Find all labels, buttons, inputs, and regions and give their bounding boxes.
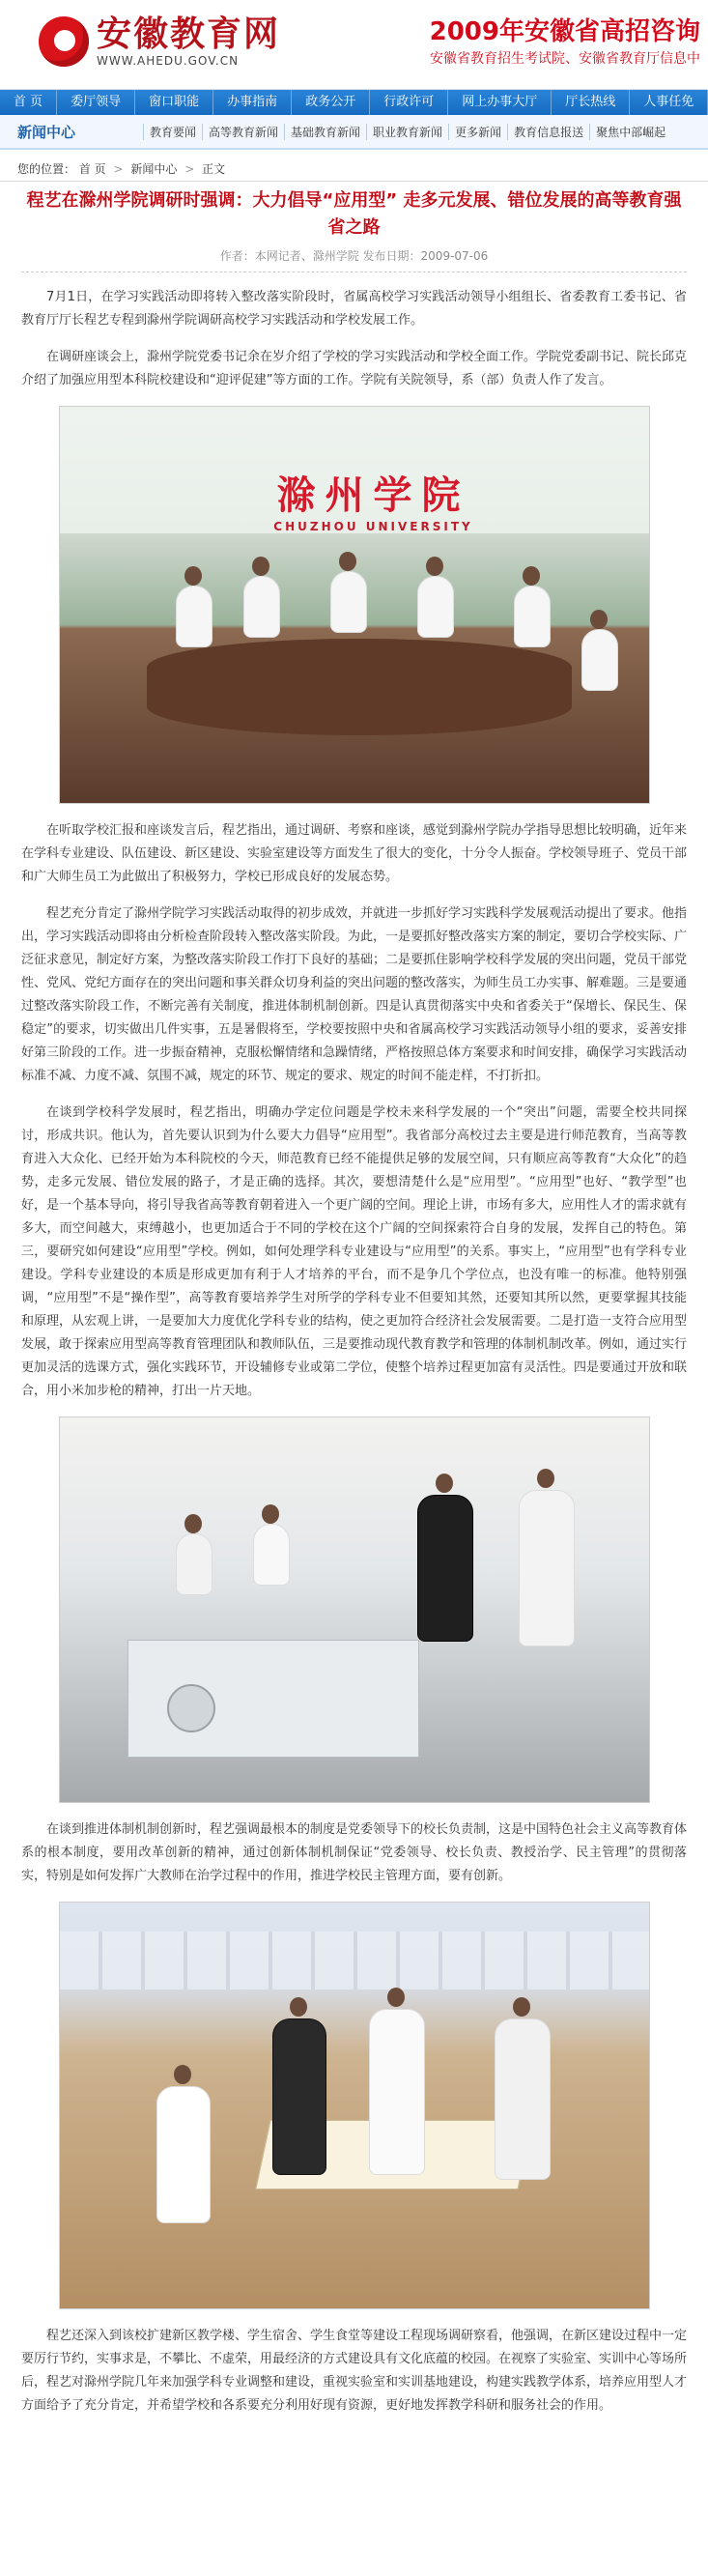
attendee-figure (417, 576, 454, 638)
topnav-item[interactable]: 首 页 (0, 90, 57, 115)
section-link[interactable]: 教育要闻 (143, 124, 202, 140)
visitor-head (262, 1504, 279, 1524)
lab-visit-photo (59, 1417, 650, 1803)
article-paragraph: 在调研座谈会上，滁州学院党委书记余在岁介绍了学校的学习实践活动和学校全面工作。学院党委副书记、院长邱克介绍了加强应用型本科院校建设和“迎评促建”等方面的工作。学院有关院领导，系（部）负责人作了发言。 (21, 350, 688, 387)
article (0, 187, 708, 2418)
section-link[interactable]: 职业教育新闻 (366, 124, 448, 140)
section-link[interactable]: 基础教育新闻 (284, 124, 366, 140)
topnav-item[interactable]: 委厅领导 (57, 90, 135, 115)
attendee-head (523, 566, 540, 586)
article-meta: 作者：本网记者、滁州学院 发布日期：2009-07-06 (21, 247, 687, 272)
article-paragraph: 程艺充分肯定了滁州学院学习实践活动取得的初步成效，并就进一步抓好学习实践科学发展观活动提出了要求。他指出，学习实践活动即将由分析检查阶段转入整改落实阶段。为此，一是要抓好整改落实方案的制定，要切合学校实际、广泛征求意见，制定好方案，为整改落实阶段工作打下良好的基础；二是要抓住影响学校科学发展的突出问题，党员干部党性、党风、党纪方面存在的突出问题和事关群众切身利益的突出问题的整改落实，为师生员工办实事、解难题。三是要通过整改落实阶段工作，不断完善有关制度，推进体制机制创新。四是认真贯彻落实中央和省委关于“保增长、保民生、保稳定”的要求，切实做出几件实事，五是暑假将至，学校要按照中央和省属高校学习实践活动领导小组的要求，妥善安排好第三阶段的工作。进一步振奋精神，克服松懈情绪和急躁情绪，严格按照总体方案要求和时间安排，确保学习实践活动标准不减、力度不减、氛围不减，规定的环节、规定的要求、规定的时间不能走样，不打折扣。 (21, 906, 688, 1083)
site-visitor-figure (272, 2018, 326, 2175)
site-visitor-figure (156, 2086, 211, 2223)
attendee-figure (243, 576, 280, 638)
section-link[interactable]: 高等教育新闻 (202, 124, 284, 140)
article-paragraph: 在谈到学校科学发展时，程艺指出，明确办学定位问题是学校未来科学发展的一个“突出”问题，需要全校共同探讨，形成共识。他认为，首先要认识到为什么要大力倡导“应用型”。我省部分高校过去主要是进行师范教育，当高等教育进入大众化、已经开始为本科院校的今天，师范教育已经不能提供足够的发展空间，只有顺应高等教育“大众化”的趋势，走多元发展、错位发展的路子，才是正确的选择。其次，要想清楚什么是“应用型”。“应用型”也好、“教学型”也好，是一个基本导向，将引导我省高等教育朝着进入一个更广阔的空间。理论上讲，市场有多大，应用性人才的需求就有多大，而空间越大，束缚越小，也更加适合于不同的学校在这个广阔的空间探索符合自身的发展，发挥自己的特色。第三，要研究如何建设“应用型”学校。例如，如何处理学科专业建设与“应用型”的关系。事实上，“应用型”也有学科专业建设。学科专业建设的本质是形成更加有利于人才培养的平台，而不是争几个学位点，也没有唯一的标准。他特别强调，“应用型”不是“操作型”，高等教育要培养学生对所学的学科专业不但要知其然，还要知其所以然，更要掌握其技能和原理，从宏观上讲，一是要加大力度优化学科专业的结构，使之更加符合经济社会发展需要。二是打造一支符合应用型发展，敢于探索应用型高等教育管理团队和教师队伍，三是要推动现代教育教学和管理的体制机制改革。例如，通过实行更加灵活的选课方式，强化实践环节，开设辅修专业或第二学位，使整个培养过程更加富有灵活性。四是要通过开放和联合，用小米加步枪的精神，打出一片天地。 (21, 1105, 688, 1398)
site-visitor-head (387, 1988, 405, 2007)
attendee-head (252, 557, 269, 576)
topnav-item[interactable]: 窗口职能 (135, 90, 213, 115)
breadcrumb-home[interactable]: 首 页 (78, 162, 106, 176)
meeting-photo (59, 406, 650, 804)
attendee-figure (330, 571, 367, 633)
breadcrumb-news[interactable]: 新闻中心 (130, 162, 178, 176)
university-sign (229, 465, 519, 542)
site-visitor-figure (369, 2009, 425, 2175)
sign-chinese-name: 滁州学院 (276, 472, 470, 518)
attendee-head (426, 557, 443, 576)
site-visitor-head (290, 1997, 307, 2017)
section-label: 新闻中心 (17, 123, 76, 141)
site-domain: WWW.AHEDU.GOV.CN (97, 54, 240, 68)
lab-machine (127, 1640, 419, 1758)
banner-subtitle: 安徽省教育招生考试院、安徽省教育厅信息中 (430, 51, 700, 67)
campus-buildings (60, 1932, 649, 1989)
article-paragraph: 在谈到推进体制机制创新时，程艺强调最根本的制度是党委领导下的校长负责制，这是中国特色社会主义高等教育体系的根本制度，要用改革创新的精神，通过创新体制机制保证“党委领导、校长负责、教授治学、民主管理”的贯彻落实，特别是如何发挥广大教师在治学过程中的作用，推进学校民主管理方面，要有创新。 (21, 1822, 688, 1883)
breadcrumb-current: 正文 (202, 162, 226, 176)
section-links (143, 124, 671, 140)
breadcrumb (0, 157, 708, 182)
section-navigation (0, 115, 708, 150)
article-paragraph: 程艺还深入到该校扩建新区教学楼、学生宿舍、学生食堂等建设工程现场调研察看，他强调，在新区建设过程中一定要厉行节约，实事求是，不攀比、不虚荣，用最经济的方式建设具有文化底蕴的校园。在视察了实验室、实训中心等场所后，程艺对滁州学院几年来加强学科专业调整和建设，重视实验室和实训基地建设，构建实践教学体系，培养应用型人才方面给予了充分肯定，并希望学校和各系要充分利用好现有资源，更好地发挥教学科研和服务社会的作用。 (21, 2329, 688, 2413)
topnav-item[interactable]: 政务公开 (292, 90, 370, 115)
section-link[interactable]: 教育信息报送 (507, 124, 589, 140)
site-visitor-figure (495, 2018, 551, 2180)
logo-emblem-icon (39, 16, 89, 67)
site-name: 安徽教育网 (97, 14, 281, 54)
breadcrumb-prefix: 您的位置： (17, 162, 76, 176)
site-logo[interactable] (39, 15, 280, 68)
section-link[interactable]: 聚焦中部崛起 (589, 124, 671, 140)
topnav-item[interactable]: 人事任免 (630, 90, 708, 115)
site-visitor-head (174, 2065, 191, 2084)
article-paragraph: 在听取学校汇报和座谈发言后，程艺指出，通过调研、考察和座谈，感觉到滁州学院办学指导思想比较明确，近年来在学科专业建设、队伍建设、新区建设、实验室建设等方面发生了很大的变化，十分令人振奋。学校领导班子、党员干部和广大师生员工为此做出了积极努力，学校已形成良好的发展态势。 (21, 823, 688, 884)
attendee-head (184, 566, 202, 586)
visitor-head (436, 1474, 453, 1493)
header-banner[interactable] (430, 17, 700, 68)
visitor-head (184, 1514, 202, 1533)
sign-english-name: CHUZHOU UNIVERSITY (273, 520, 473, 533)
section-link[interactable]: 更多新闻 (448, 124, 507, 140)
site-header (0, 0, 708, 90)
attendee-figure (581, 629, 618, 691)
topnav-item[interactable]: 办事指南 (213, 90, 292, 115)
attendee-figure (514, 586, 551, 647)
breadcrumb-separator: > (184, 162, 195, 176)
attendee-head (590, 610, 608, 629)
topnav-item[interactable]: 厅长热线 (552, 90, 630, 115)
visitor-head (537, 1469, 554, 1488)
visitor-figure (417, 1495, 473, 1642)
attendee-figure (176, 586, 212, 647)
article-title: 程艺在滁州学院调研时强调：大力倡导“应用型” 走多元发展、错位发展的高等教育强省之路 (26, 190, 682, 238)
topnav-item[interactable]: 网上办事大厅 (448, 90, 552, 115)
breadcrumb-separator: > (113, 162, 124, 176)
conference-table (147, 639, 572, 735)
top-navigation (0, 90, 708, 115)
visitor-figure (519, 1490, 575, 1646)
site-visitor-head (513, 1997, 530, 2017)
topnav-item[interactable]: 行政许可 (370, 90, 448, 115)
attendee-head (339, 552, 356, 571)
banner-title: 2009年安徽省高招咨询 (429, 17, 700, 46)
article-paragraph: 7月1日，在学习实践活动即将转入整改落实阶段时，省属高校学习实践活动领导小组组长、省委教育工委书记、省教育厅厅长程艺专程到滁州学院调研高校学习实践活动和学校发展工作。 (21, 290, 687, 328)
visitor-figure (176, 1533, 212, 1595)
campus-site-photo (59, 1902, 650, 2309)
visitor-figure (253, 1524, 290, 1586)
